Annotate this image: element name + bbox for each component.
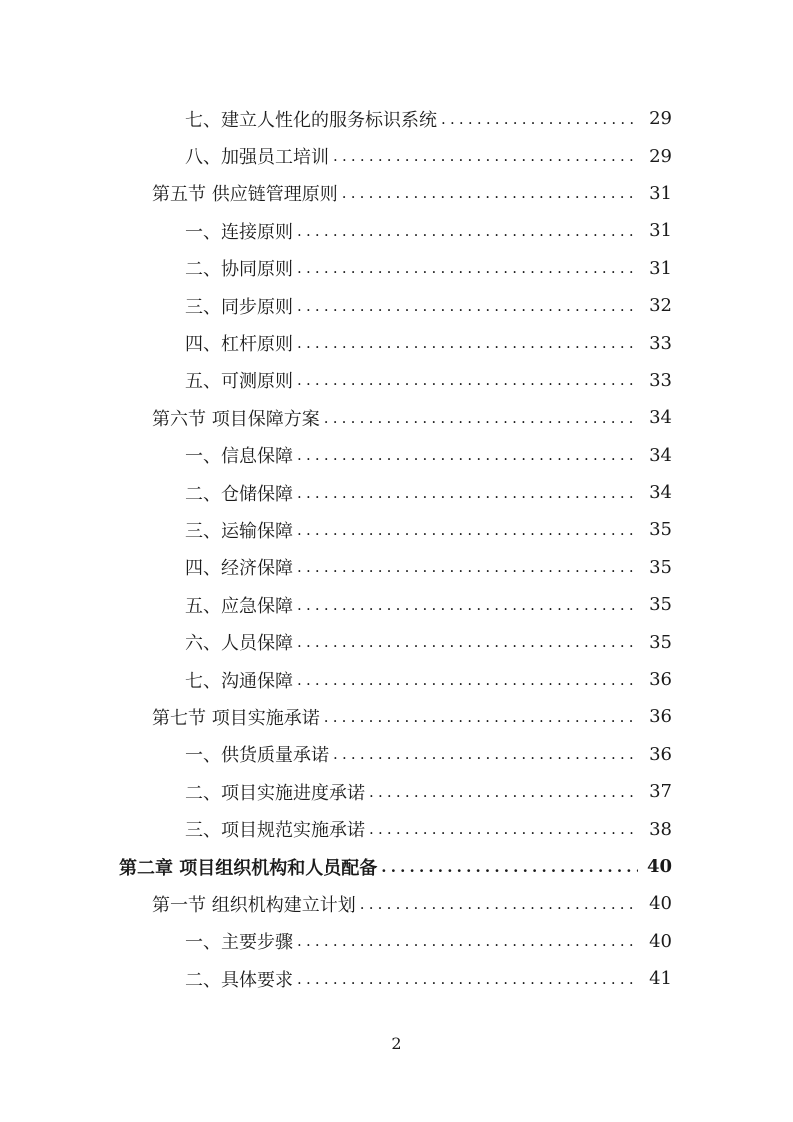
toc-page-number: 37 bbox=[649, 781, 672, 803]
toc-entry[interactable] bbox=[0, 474, 793, 511]
toc-entry-label: 二、协同原则 bbox=[185, 259, 293, 281]
toc-entry[interactable] bbox=[0, 100, 793, 137]
page-number-footer: 2 bbox=[391, 1034, 402, 1053]
toc-leader-dots bbox=[441, 110, 638, 128]
toc-leader-dots bbox=[297, 484, 638, 502]
toc-leader-dots bbox=[342, 184, 638, 202]
toc-leader-dots bbox=[333, 147, 638, 165]
toc-entry-label: 一、连接原则 bbox=[185, 221, 293, 243]
toc-entry[interactable] bbox=[0, 250, 793, 287]
toc-leader-dots bbox=[297, 371, 638, 389]
toc-entry-label: 一、主要步骤 bbox=[185, 932, 293, 954]
toc-entry-label: 一、信息保障 bbox=[185, 446, 293, 468]
toc-entry-label: 六、人员保障 bbox=[185, 633, 293, 655]
toc-page-number: 35 bbox=[649, 631, 672, 653]
toc-entry[interactable] bbox=[0, 287, 793, 324]
toc-page-number: 35 bbox=[649, 519, 672, 541]
toc-page-number: 34 bbox=[649, 407, 672, 429]
toc-entry-label: 三、项目规范实施承诺 bbox=[185, 820, 365, 842]
toc-entry[interactable] bbox=[0, 661, 793, 698]
toc-leader-dots bbox=[297, 334, 638, 352]
toc-entry-label: 二、仓储保障 bbox=[185, 483, 293, 505]
toc-page-number: 33 bbox=[649, 369, 672, 391]
toc-entry[interactable] bbox=[0, 923, 793, 960]
toc-entry[interactable] bbox=[0, 586, 793, 623]
toc-entry[interactable] bbox=[0, 960, 793, 997]
toc-page-number: 36 bbox=[649, 706, 672, 728]
toc-entry[interactable] bbox=[0, 810, 793, 847]
toc-page-number: 33 bbox=[649, 332, 672, 354]
toc-entry-label: 五、可测原则 bbox=[185, 371, 293, 393]
toc-page-number: 31 bbox=[649, 220, 672, 242]
toc-entry[interactable] bbox=[0, 212, 793, 249]
toc-leader-dots bbox=[324, 708, 638, 726]
toc-leader-dots bbox=[297, 259, 638, 277]
toc-entry[interactable] bbox=[0, 437, 793, 474]
toc-entry-label: 五、应急保障 bbox=[185, 595, 293, 617]
toc-entry-label: 二、具体要求 bbox=[185, 969, 293, 991]
toc-page-number: 35 bbox=[649, 594, 672, 616]
toc-entry[interactable] bbox=[0, 362, 793, 399]
toc-page-number: 38 bbox=[649, 818, 672, 840]
toc-leader-dots bbox=[297, 596, 638, 614]
table-of-contents bbox=[0, 100, 793, 997]
toc-page-number: 35 bbox=[649, 556, 672, 578]
toc-entry-chapter[interactable] bbox=[0, 848, 793, 885]
toc-leader-dots bbox=[369, 820, 638, 838]
toc-leader-dots bbox=[297, 222, 638, 240]
toc-leader-dots bbox=[297, 932, 638, 950]
toc-entry[interactable] bbox=[0, 773, 793, 810]
toc-entry-label: 七、沟通保障 bbox=[185, 670, 293, 692]
toc-page-number: 40 bbox=[649, 930, 672, 952]
toc-leader-dots bbox=[381, 858, 638, 876]
toc-leader-dots bbox=[297, 446, 638, 464]
toc-page-number: 29 bbox=[649, 145, 672, 167]
toc-entry[interactable] bbox=[0, 399, 793, 436]
toc-leader-dots bbox=[333, 745, 638, 763]
toc-entry-label: 四、杠杆原则 bbox=[185, 334, 293, 356]
toc-entry[interactable] bbox=[0, 885, 793, 922]
toc-entry[interactable] bbox=[0, 623, 793, 660]
toc-leader-dots bbox=[297, 633, 638, 651]
toc-entry-label: 第六节 项目保障方案 bbox=[152, 408, 320, 430]
toc-page-number: 31 bbox=[649, 182, 672, 204]
toc-entry-label: 七、建立人性化的服务标识系统 bbox=[185, 109, 437, 131]
toc-page-number: 31 bbox=[649, 257, 672, 279]
toc-entry[interactable] bbox=[0, 175, 793, 212]
toc-entry-label: 第一节 组织机构建立计划 bbox=[152, 894, 356, 916]
toc-entry-label: 二、项目实施进度承诺 bbox=[185, 782, 365, 804]
toc-page-number: 32 bbox=[649, 295, 672, 317]
toc-page-number: 40 bbox=[649, 893, 672, 915]
toc-entry-label: 三、同步原则 bbox=[185, 296, 293, 318]
toc-entry-label: 第七节 项目实施承诺 bbox=[152, 707, 320, 729]
toc-entry-label: 八、加强员工培训 bbox=[185, 147, 329, 169]
toc-entry-label: 三、运输保障 bbox=[185, 520, 293, 542]
toc-entry-label: 一、供货质量承诺 bbox=[185, 745, 329, 767]
toc-leader-dots bbox=[297, 671, 638, 689]
toc-leader-dots bbox=[297, 558, 638, 576]
toc-entry[interactable] bbox=[0, 324, 793, 361]
toc-entry[interactable] bbox=[0, 698, 793, 735]
toc-leader-dots bbox=[297, 521, 638, 539]
toc-page-number: 34 bbox=[649, 444, 672, 466]
toc-leader-dots bbox=[360, 895, 638, 913]
toc-page-number: 34 bbox=[649, 482, 672, 504]
toc-entry-label: 第二章 项目组织机构和人员配备 bbox=[119, 857, 378, 879]
toc-entry[interactable] bbox=[0, 511, 793, 548]
toc-page-number: 41 bbox=[649, 968, 672, 990]
toc-leader-dots bbox=[324, 409, 638, 427]
toc-page-number: 36 bbox=[649, 669, 672, 691]
toc-leader-dots bbox=[297, 970, 638, 988]
toc-entry-label: 第五节 供应链管理原则 bbox=[152, 184, 338, 206]
toc-page-number: 40 bbox=[646, 856, 672, 877]
toc-entry[interactable] bbox=[0, 137, 793, 174]
toc-page-number: 36 bbox=[649, 743, 672, 765]
toc-page-number: 29 bbox=[649, 108, 672, 130]
toc-leader-dots bbox=[297, 297, 638, 315]
toc-entry[interactable] bbox=[0, 549, 793, 586]
toc-leader-dots bbox=[369, 783, 638, 801]
toc-entry[interactable] bbox=[0, 736, 793, 773]
toc-entry-label: 四、经济保障 bbox=[185, 558, 293, 580]
